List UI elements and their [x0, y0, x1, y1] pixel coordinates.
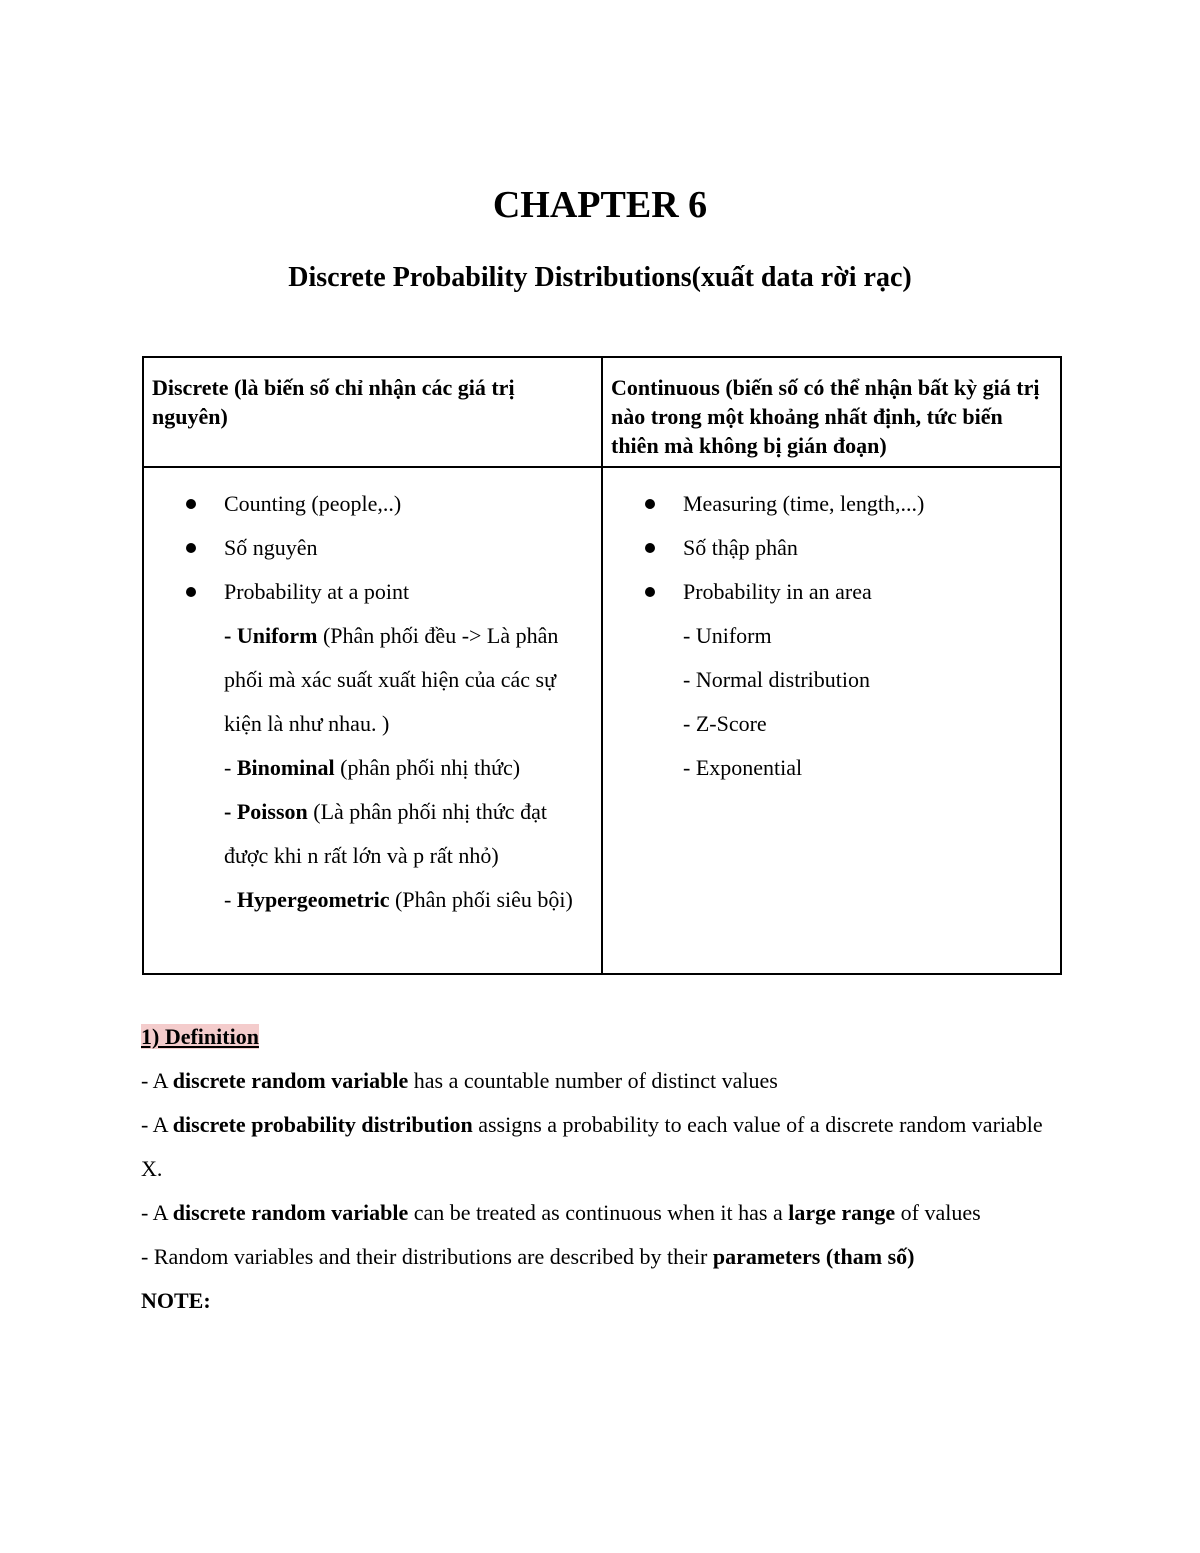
chapter-title: CHAPTER 6: [492, 184, 708, 226]
definition-line: - A discrete probability distribution assigns a probability to each value of a discrete random variable X.: [141, 1112, 1043, 1181]
bullet-icon: [645, 499, 655, 509]
continuous-list: [611, 482, 1052, 614]
list-item: Probability in an area: [645, 570, 1052, 614]
definition-line: - Random variables and their distributions are described by their parameters (tham số): [141, 1244, 915, 1269]
definition-line: - A discrete random variable can be treated as continuous when it has a large range of values: [141, 1200, 981, 1225]
section-heading: 1) Definition: [141, 1024, 259, 1049]
definition-line: - A discrete random variable has a countable number of distinct values: [141, 1068, 778, 1093]
bullet-icon: [186, 499, 196, 509]
definition-section: [141, 1015, 1061, 1323]
bullet-icon: [186, 543, 196, 553]
discrete-cell: [143, 467, 602, 974]
distribution-item: - Binominal (phân phối nhị thức): [224, 755, 521, 780]
list-item: Measuring (time, length,...): [645, 482, 1052, 526]
chapter-subtitle: Discrete Probability Distributions(xuất data rời rạc): [288, 262, 912, 293]
continuous-distributions: [611, 614, 1052, 790]
note-label: NOTE:: [141, 1288, 211, 1313]
comparison-table: [142, 356, 1062, 975]
discrete-distributions: [152, 614, 593, 922]
distribution-item: - Poisson (Là phân phối nhị thức đạt được khi n rất lớn và p rất nhỏ): [224, 799, 547, 868]
distribution-item: - Uniform (Phân phối đều -> Là phân phối mà xác suất xuất hiện của các sự kiện là như nhau. ): [224, 623, 559, 736]
distribution-item: - Uniform: [683, 623, 772, 648]
list-item: Probability at a point: [186, 570, 593, 614]
distribution-item: - Hypergeometric (Phân phối siêu bội): [224, 887, 573, 912]
list-item: Counting (people,..): [186, 482, 593, 526]
distribution-item: - Exponential: [683, 755, 803, 780]
distribution-item: - Normal distribution: [683, 667, 870, 692]
list-item: Số nguyên: [186, 526, 593, 570]
distribution-item: - Z-Score: [683, 711, 767, 736]
continuous-cell: [602, 467, 1061, 974]
list-item: Số thập phân: [645, 526, 1052, 570]
bullet-icon: [186, 587, 196, 597]
bullet-icon: [645, 543, 655, 553]
discrete-header: Discrete (là biến số chỉ nhận các giá trị nguyên): [143, 357, 602, 467]
continuous-header: Continuous (biến số có thể nhận bất kỳ giá trị nào trong một khoảng nhất định, tức biến thiên mà không bị gián đoạn): [602, 357, 1061, 467]
discrete-list: [152, 482, 593, 614]
bullet-icon: [645, 587, 655, 597]
